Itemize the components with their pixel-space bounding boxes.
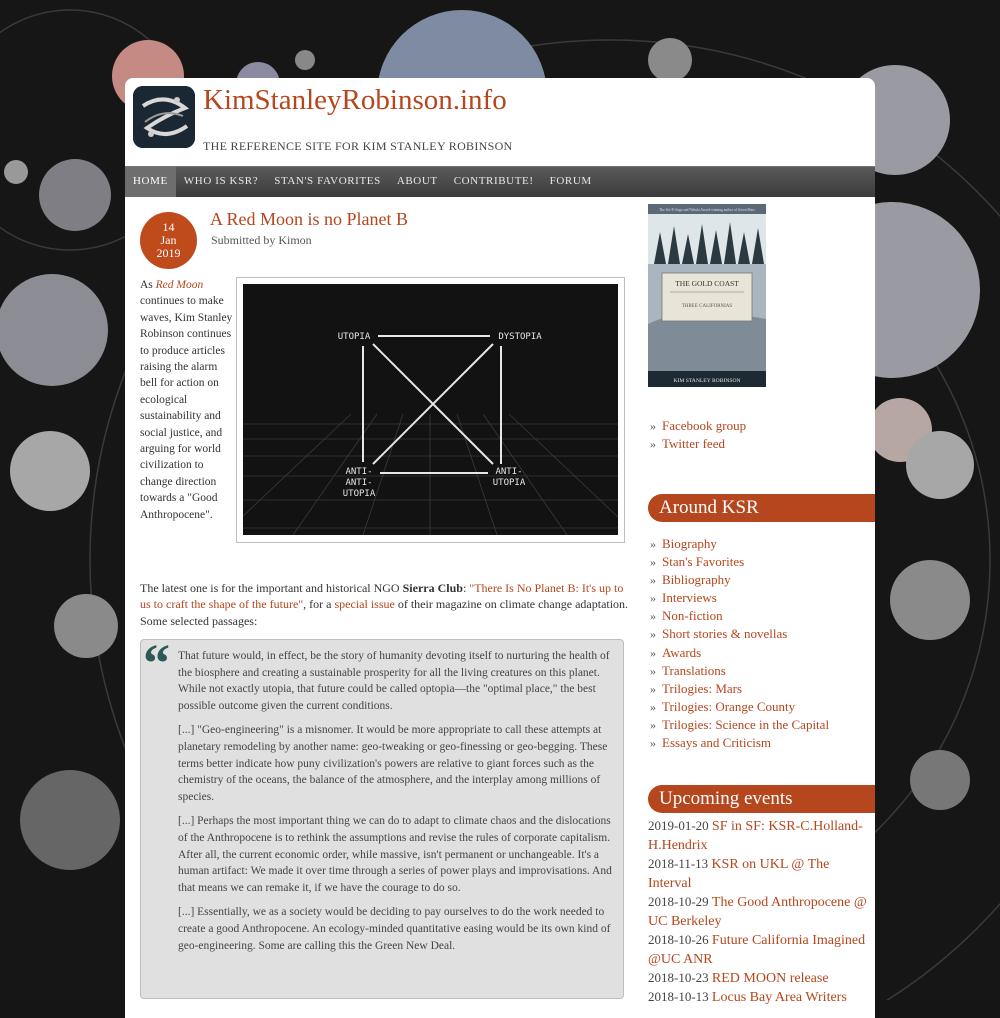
- figure-label-anti-1: ANTI-: [495, 467, 523, 477]
- post-byline: Submitted by Kimon: [211, 233, 312, 247]
- quote-paragraph: [...] Essentially, we as a society would be deciding to pay ourselves to do the work needed to create a good Anthropocene. An ecology-minded quantitative easing would be its own kind of geo-engineering. Some are calling this the Green New Deal.: [178, 906, 611, 952]
- post-title[interactable]: A Red Moon is no Planet B: [210, 209, 409, 229]
- book-title: THE GOLD COAST: [675, 279, 739, 288]
- special-issue-link[interactable]: special issue: [334, 597, 395, 612]
- book-cover[interactable]: [648, 204, 766, 387]
- post-date-month: Jan: [160, 233, 177, 247]
- quote-mark-icon: “: [143, 633, 170, 693]
- site-tagline: THE REFERENCE SITE FOR KIM STANLEY ROBINSON: [203, 139, 513, 153]
- around-ksr-item[interactable]: » Essays and Criticism: [650, 735, 772, 751]
- twitter-feed-link[interactable]: » Twitter feed: [650, 436, 725, 452]
- para2-text-3: , for a: [303, 597, 335, 612]
- around-ksr-item[interactable]: » Short stories & novellas: [650, 626, 788, 642]
- nav-stans-favorites[interactable]: STAN'S FAVORITES: [274, 175, 381, 187]
- post-figure: [236, 277, 625, 543]
- red-moon-link[interactable]: Red Moon: [155, 279, 204, 291]
- figure-label-anti-anti-2: ANTI-: [345, 478, 373, 488]
- main-nav: [125, 166, 875, 197]
- book-cover-image: [648, 204, 766, 387]
- event-item: [648, 931, 868, 969]
- event-item: [648, 855, 868, 893]
- figure-label-dystopia: DYSTOPIA: [498, 332, 542, 342]
- nav-home[interactable]: HOME: [125, 167, 176, 197]
- event-link[interactable]: KSR on UKL @ The Interval: [648, 857, 830, 891]
- book-subtitle: THREE CALIFORNIAS: [681, 304, 733, 309]
- quote-paragraph: That future would, in effect, be the story of humanity devoting itself to nurturing the health of the biosphere and creating a sustainable prosperity for all the living creatures on this planet. While not exactly utopia, that future could be called optopia—the "optimal place," the best possible outcome given the current conditions.: [178, 650, 610, 712]
- para2-text-2: :: [462, 581, 470, 595]
- around-ksr-item[interactable]: » Translations: [650, 662, 726, 678]
- nav-forum[interactable]: FORUM: [549, 175, 592, 187]
- figure-label-anti-anti-3: UTOPIA: [342, 489, 376, 499]
- post-intro: [140, 277, 235, 523]
- event-date: 2018-10-23: [648, 970, 709, 985]
- post-date-day: 14: [162, 220, 175, 234]
- blockquote: [140, 633, 624, 999]
- ksr-logo-icon: [133, 86, 195, 148]
- event-link[interactable]: Future California Imagined @UC ANR: [648, 933, 866, 967]
- around-ksr-item[interactable]: » Trilogies: Science in the Capital: [650, 716, 830, 732]
- event-item: [648, 893, 868, 931]
- around-ksr-item[interactable]: » Bibliography: [650, 572, 731, 588]
- around-ksr-item[interactable]: » Interviews: [650, 590, 717, 606]
- quote-paragraph: [...] Perhaps the most important thing we can do to adapt to climate chaos and the dislocations of the Anthropocene is to rethink the assumptions and revise the rules of corporate capitalism. After all, the current economic order, while massive, isn't permanent or unchangeable. It's a human artifact: We made it over time through a series of power plays and improvisations. And that means we can remake it, if we have the courage to do so.: [178, 815, 612, 894]
- nav-contribute[interactable]: CONTRIBUTE!: [453, 175, 534, 187]
- around-ksr-item[interactable]: » Stan's Favorites: [650, 554, 745, 570]
- para2-text-1: The latest one is for the important and historical NGO: [140, 581, 403, 595]
- event-item: [648, 817, 868, 855]
- nav-about[interactable]: ABOUT: [396, 175, 438, 187]
- intro-text-pre: As: [140, 279, 156, 291]
- nav-who-is-ksr[interactable]: WHO IS KSR?: [183, 175, 259, 187]
- page-container: [125, 78, 875, 1018]
- events-list: [648, 817, 868, 1007]
- post-date-badge: [140, 212, 197, 269]
- post-date-year: 2019: [156, 246, 181, 260]
- event-date: 2018-11-13: [648, 856, 709, 871]
- event-date: 2018-10-26: [648, 932, 709, 947]
- event-item: [648, 988, 868, 1007]
- article-link[interactable]: "There Is No Planet B: It's up to us to craft the shape of the future": [140, 581, 624, 612]
- figure-label-utopia: UTOPIA: [337, 332, 371, 342]
- post-paragraph-2: [140, 580, 630, 629]
- event-date: 2018-10-29: [648, 894, 709, 909]
- sierra-club-text: Sierra Club: [402, 581, 463, 595]
- social-links: [650, 417, 746, 453]
- around-ksr-item[interactable]: » Awards: [650, 644, 702, 660]
- intro-text-post: continues to make waves, Kim Stanley Robinson continues to produce articles raising the alarm bell for action on ecological sustainability and social justice, and arguing for world civilization to change direction towards a "Good Anthropocene".: [140, 295, 233, 521]
- event-date: 2019-01-20: [648, 818, 709, 833]
- event-link[interactable]: SF in SF: KSR-C.Holland-H.Hendrix: [648, 819, 863, 853]
- around-ksr-header: Around KSR: [648, 494, 875, 522]
- quote-paragraph: [...] "Geo-engineering" is a misnomer. It would be more appropriate to call these attempts at planetary remodeling by another name: geo-tweaking or geo-finessing or geo-begging. These terms better indicate how puny civilization's powers are relative to giant forces such as the chemistry of the oceans, the balance of the atmosphere, and the interplay among millions of species.: [178, 724, 608, 803]
- figure-label-anti-2: UTOPIA: [492, 478, 526, 488]
- quote-text: [178, 648, 615, 962]
- event-date: 2018-10-13: [648, 989, 709, 1004]
- book-blurb: The Sci-Fi Saga and Nebula Award-winning author of Green Mars: [659, 208, 755, 212]
- around-ksr-item[interactable]: » Non-fiction: [650, 608, 723, 624]
- upcoming-events-header: Upcoming events: [648, 785, 875, 813]
- around-ksr-list: [650, 535, 829, 752]
- book-author: KIM STANLEY ROBINSON: [673, 378, 741, 384]
- around-ksr-item[interactable]: » Trilogies: Mars: [650, 680, 743, 696]
- around-ksr-item[interactable]: » Trilogies: Orange County: [650, 698, 796, 714]
- site-logo[interactable]: [133, 86, 195, 148]
- event-item: [648, 969, 868, 988]
- event-link[interactable]: RED MOON release: [711, 971, 829, 986]
- site-title[interactable]: KimStanleyRobinson.info: [203, 84, 507, 116]
- facebook-group-link[interactable]: » Facebook group: [650, 418, 747, 433]
- event-link[interactable]: Locus Bay Area Writers: [711, 990, 847, 1005]
- figure-label-anti-anti-1: ANTI-: [345, 467, 373, 477]
- event-link[interactable]: The Good Anthropocene @ UC Berkeley: [648, 895, 867, 929]
- around-ksr-item[interactable]: » Biography: [650, 536, 717, 551]
- para2-text-4: of their magazine on climate change adaptation. Some selected passages:: [140, 597, 629, 628]
- utopia-diagram-image: [243, 284, 618, 535]
